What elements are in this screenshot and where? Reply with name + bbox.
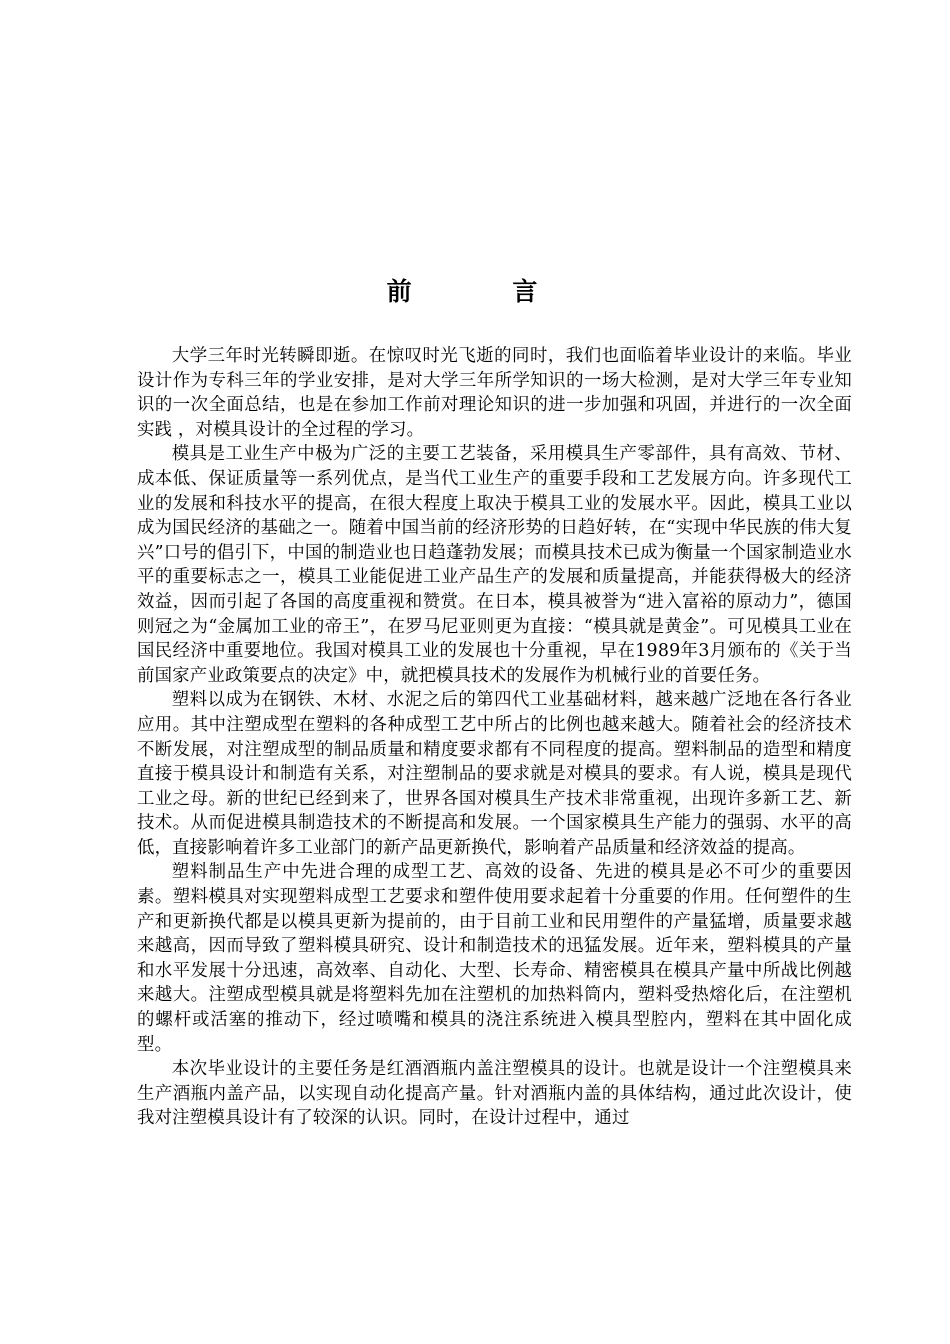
paragraph-1: 大学三年时光转瞬即逝。在惊叹时光飞逝的同时，我们也面临着毕业设计的来临。毕业设计作为专科三年的学业安排，是对大学三年所学知识的一场大检测，是对大学三年专业知识的一次全面总结，也是在参加工作前对理论知识的进一步加强和巩固，并进行的一次全面实践 ，对模具设计的全过程的学习。 <box>137 346 852 440</box>
paragraph-2: 模具是工业生产中极为广泛的主要工艺装备，采用模具生产零部件，具有高效、节材、成本低、保证质量等一系列优点，是当代工业生产的重要手段和工艺发展方向。许多现代工业的发展和科技水平的提高，在很大程度上取决于模具工业的发展水平。因此，模具工业以成为国民经济的基础之一。随着中国当前的经济形势的日趋好转，在“实现中华民族的伟大复兴”口号的倡引下，中国的制造业也日趋蓬勃发展；而模具技术已成为衡量一个国家制造业水平的重要标志之一，模具工业能促进工业产品生产的发展和质量提高，并能获得极大的经济效益，因而引起了各国的高度重视和赞赏。在日本，模具被誉为“进入富裕的原动力”，德国则冠之为“金属加工业的帝王”，在罗马尼亚则更为直接：“模具就是黄金”。可见模具工业在国民经济中重要地位。我国对模具工业的发展也十分重视，早在1989年3月颁布的《关于当前国家产业政策要点的决定》中，就把模具技术的发展作为机械行业的首要任务。 <box>137 444 852 686</box>
paragraph-4: 塑料制品生产中先进合理的成型工艺、高效的设备、先进的模具是必不可少的重要因素。塑料模具对实现塑料成型工艺要求和塑件使用要求起着十分重要的作用。任何塑件的生产和更新换代都是以模具更新为提前的，由于目前工业和民用塑件的产量猛增，质量要求越来越高，因而导致了塑料模具研究、设计和制造技术的迅猛发展。近年来，塑料模具的产量和水平发展十分迅速，高效率、自动化、大型、长寿命、精密模具在模具产量中所战比例越来越大。注塑成型模具就是将塑料先加在注塑机的加热料筒内，塑料受热熔化后，在注塑机的螺杆或活塞的推动下，经过喷嘴和模具的浇注系统进入模具型腔内，塑料在其中固化成型。 <box>137 862 852 1055</box>
page-title: 前 言 <box>386 276 584 306</box>
body-text <box>137 344 852 1131</box>
paragraph-3: 塑料以成为在钢铁、木材、水泥之后的第四代工业基础材料，越来越广泛地在各行各业应用。其中注塑成型在塑料的各种成型工艺中所占的比例也越来越大。随着社会的经济技术不断发展，对注塑成型的制品质量和精度要求都有不同程度的提高。塑料制品的造型和精度直接于模具设计和制造有关系，对注塑制品的要求就是对模具的要求。有人说，模具是现代工业之母。新的世纪已经到来了，世界各国对模具生产技术非常重视，出现许多新工艺、新技术。从而促进模具制造技术的不断提高和发展。一个国家模具生产能力的强弱、水平的高低，直接影响着许多工业部门的新产品更新换代，影响着产品质量和经济效益的提高。 <box>137 690 852 858</box>
paragraph-5: 本次毕业设计的主要任务是红酒酒瓶内盖注塑模具的设计。也就是设计一个注塑模具来生产酒瓶内盖产品，以实现自动化提高产量。针对酒瓶内盖的具体结构，通过此次设计，使我对注塑模具设计有了较深的认识。同时，在设计过程中，通过 <box>137 1059 852 1129</box>
